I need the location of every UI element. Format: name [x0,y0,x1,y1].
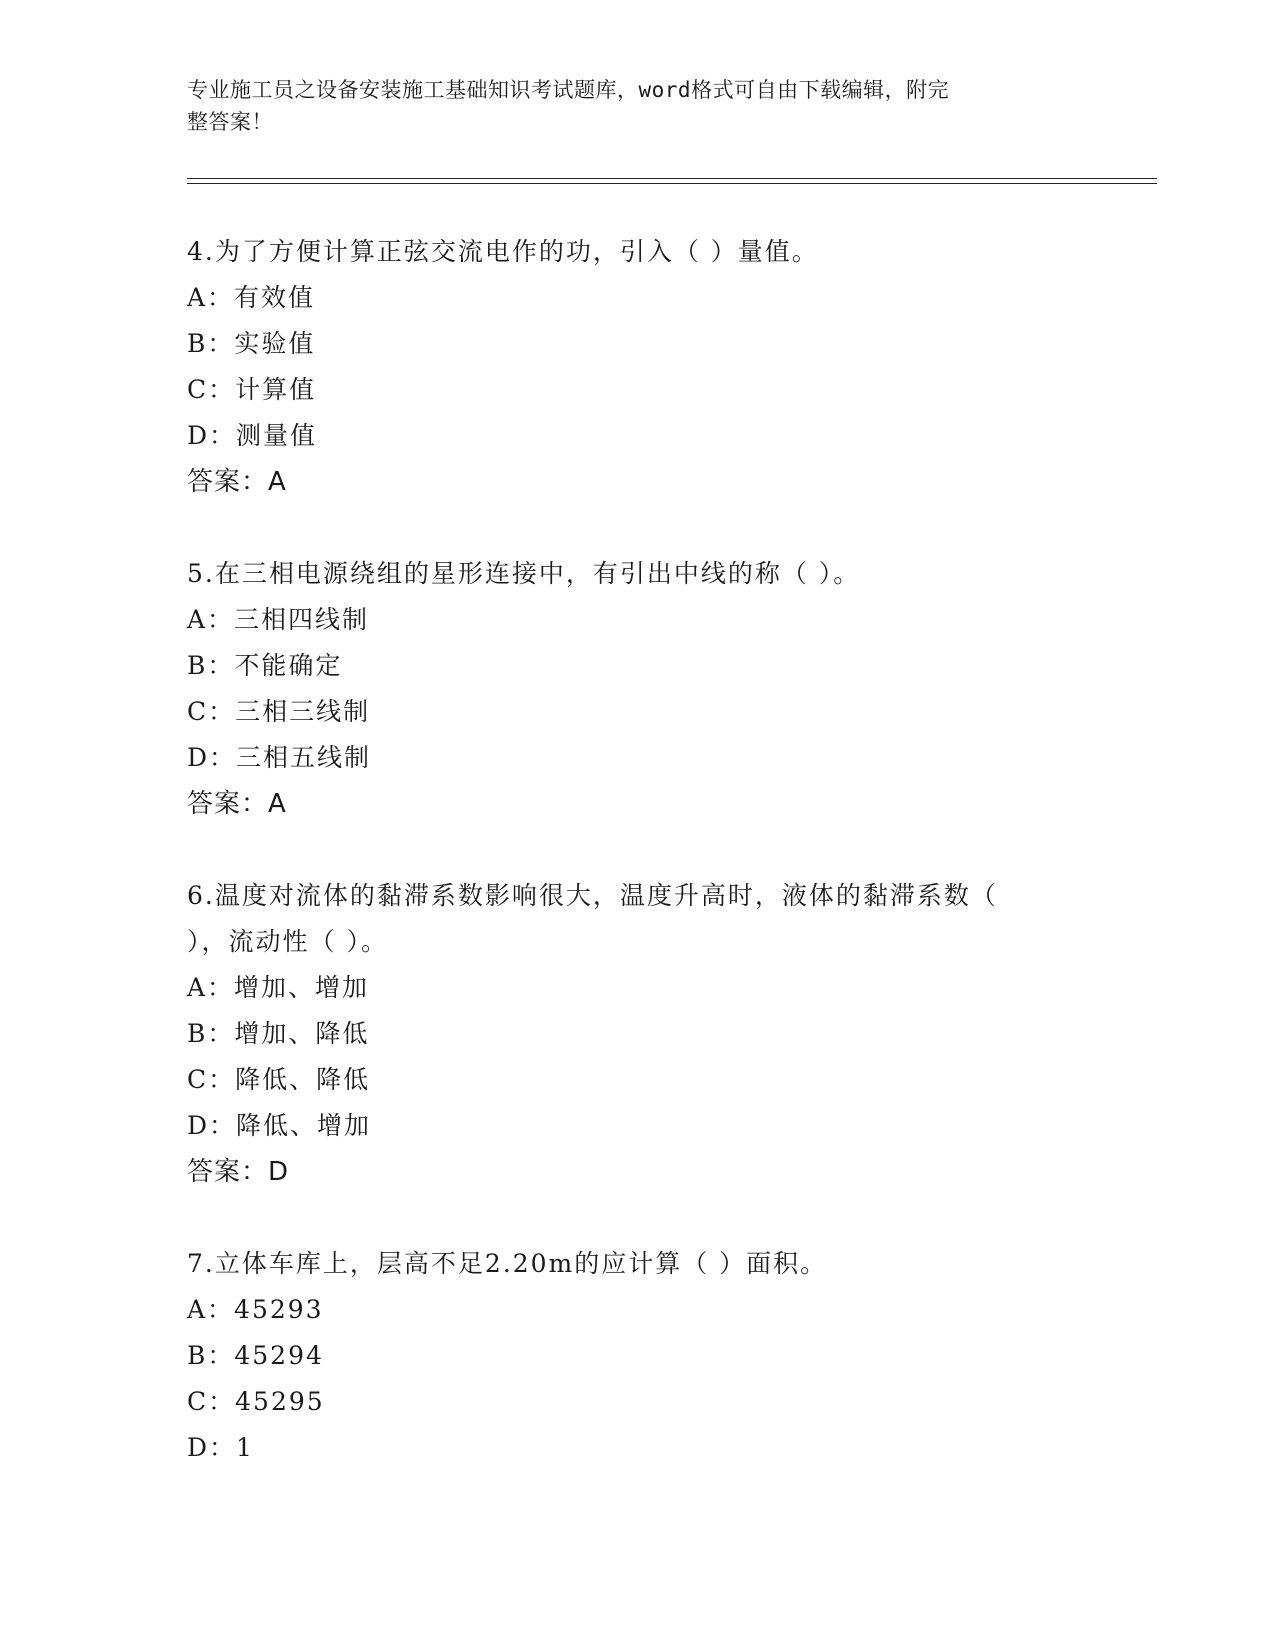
header-divider-bottom [187,183,1157,184]
option-c: C：降低、降低 [187,1065,371,1094]
question-stem: 7.立体车库上，层高不足2.20m的应计算（ ）面积。 [187,1249,828,1278]
header-line-1: 专业施工员之设备安装施工基础知识考试题库，word格式可自由下载编辑，附完 [187,78,950,102]
option-d: D：降低、增加 [187,1111,372,1140]
option-a: A：45293 [187,1295,324,1324]
option-c: C：计算值 [187,375,317,404]
option-d: D：测量值 [187,421,318,450]
question-stem-line-2: ），流动性（ ）。 [187,927,388,956]
option-b: B：实验值 [187,329,316,358]
option-c: C：45295 [187,1387,325,1416]
header-line-2: 整答案！ [187,110,273,134]
option-a: A：增加、增加 [187,973,370,1002]
question-stem-line-1: 6.温度对流体的黏滞系数影响很大，温度升高时，液体的黏滞系数（ [187,881,998,910]
option-a: A：有效值 [187,283,316,312]
question-stem: 4.为了方便计算正弦交流电作的功，引入（ ）量值。 [187,237,819,266]
option-d: D：三相五线制 [187,743,372,772]
question-5 [187,551,1107,827]
header-divider-top [187,178,1157,179]
answer: 答案：A [187,467,287,497]
document-header [187,74,1067,138]
question-7 [187,1241,1107,1471]
option-c: C：三相三线制 [187,697,371,726]
option-b: B：45294 [187,1341,324,1370]
option-b: B：不能确定 [187,651,343,680]
answer: 答案：A [187,789,287,819]
question-stem: 5.在三相电源绕组的星形连接中，有引出中线的称（ ）。 [187,559,861,588]
option-a: A：三相四线制 [187,605,370,634]
question-6 [187,873,1107,1195]
option-d: D：1 [187,1433,254,1462]
option-b: B：增加、降低 [187,1019,370,1048]
answer: 答案：D [187,1157,290,1187]
question-4 [187,229,1107,505]
